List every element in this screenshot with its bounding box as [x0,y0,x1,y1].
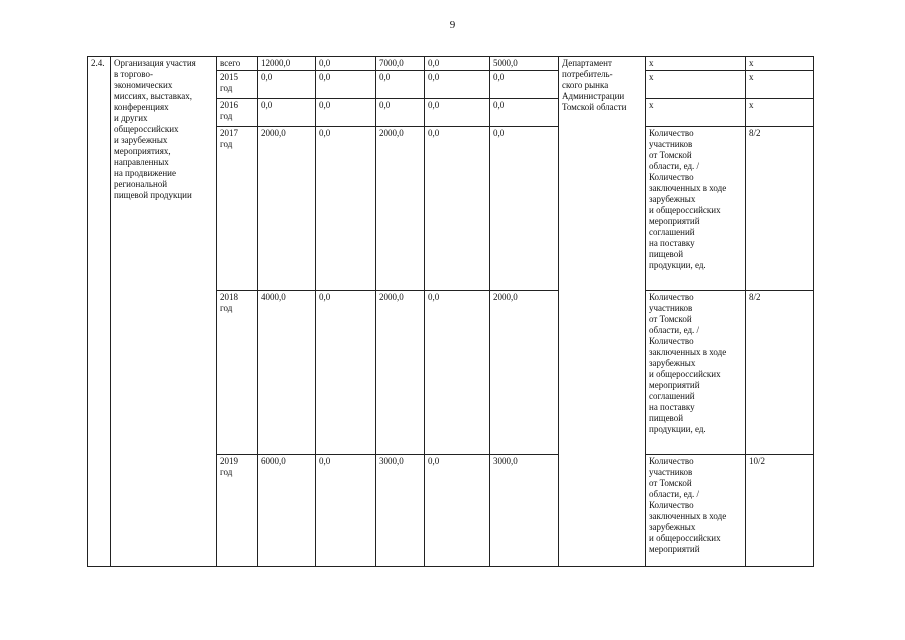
executor-cell: Департамент потребитель- ского рынка Администрации Томской области [559,57,646,567]
period-cell: всего [217,57,258,71]
funding-cell: 0,0 [316,127,376,291]
funding-cell: 2000,0 [376,127,425,291]
period-cell: 2016 год [217,99,258,127]
funding-cell: 0,0 [425,455,490,567]
total-cell: 2000,0 [258,127,316,291]
indicator-value-cell: x [746,71,814,99]
funding-cell: 2000,0 [376,291,425,455]
total-cell: 0,0 [258,99,316,127]
funding-cell: 0,0 [316,99,376,127]
funding-cell: 7000,0 [376,57,425,71]
indicator-value-cell: 10/2 [746,455,814,567]
row-number-cell: 2.4. [88,57,111,567]
indicator-value-cell: x [746,99,814,127]
indicator-cell: Количество участников от Томской области, ед. / Количество заключенных в ходе зарубежных и общероссийских мероприятий соглашений на поставку пищевой продукции, ед. [646,291,746,455]
funding-cell: 2000,0 [490,291,559,455]
funding-cell: 0,0 [376,71,425,99]
funding-cell: 0,0 [490,71,559,99]
funding-cell: 0,0 [316,57,376,71]
funding-cell: 0,0 [425,57,490,71]
funding-cell: 3000,0 [376,455,425,567]
program-table [87,56,814,567]
indicator-cell: x [646,57,746,71]
funding-cell: 0,0 [490,99,559,127]
indicator-cell: x [646,99,746,127]
total-cell: 12000,0 [258,57,316,71]
indicator-cell: Количество участников от Томской области, ед. / Количество заключенных в ходе зарубежных и общероссийских мероприятий [646,455,746,567]
indicator-value-cell: x [746,57,814,71]
funding-cell: 0,0 [490,127,559,291]
period-cell: 2015 год [217,71,258,99]
funding-cell: 0,0 [425,127,490,291]
funding-cell: 0,0 [425,291,490,455]
funding-cell: 0,0 [376,99,425,127]
funding-cell: 0,0 [425,99,490,127]
total-cell: 4000,0 [258,291,316,455]
funding-cell: 5000,0 [490,57,559,71]
activity-name-cell: Организация участия в торгово- экономических миссиях, выставках, конференциях и других общероссийских и зарубежных мероприятиях, направленных на продвижение региональной пищевой продукции [111,57,217,567]
period-cell: 2017 год [217,127,258,291]
indicator-cell: x [646,71,746,99]
period-cell: 2019 год [217,455,258,567]
funding-cell: 0,0 [425,71,490,99]
funding-cell: 0,0 [316,291,376,455]
funding-cell: 3000,0 [490,455,559,567]
total-cell: 6000,0 [258,455,316,567]
page-number: 9 [449,19,456,31]
table-row [88,57,814,71]
indicator-cell: Количество участников от Томской области, ед. / Количество заключенных в ходе зарубежных и общероссийских мероприятий соглашений на поставку пищевой продукции, ед. [646,127,746,291]
funding-cell: 0,0 [316,71,376,99]
funding-cell: 0,0 [316,455,376,567]
indicator-value-cell: 8/2 [746,127,814,291]
indicator-value-cell: 8/2 [746,291,814,455]
period-cell: 2018 год [217,291,258,455]
total-cell: 0,0 [258,71,316,99]
